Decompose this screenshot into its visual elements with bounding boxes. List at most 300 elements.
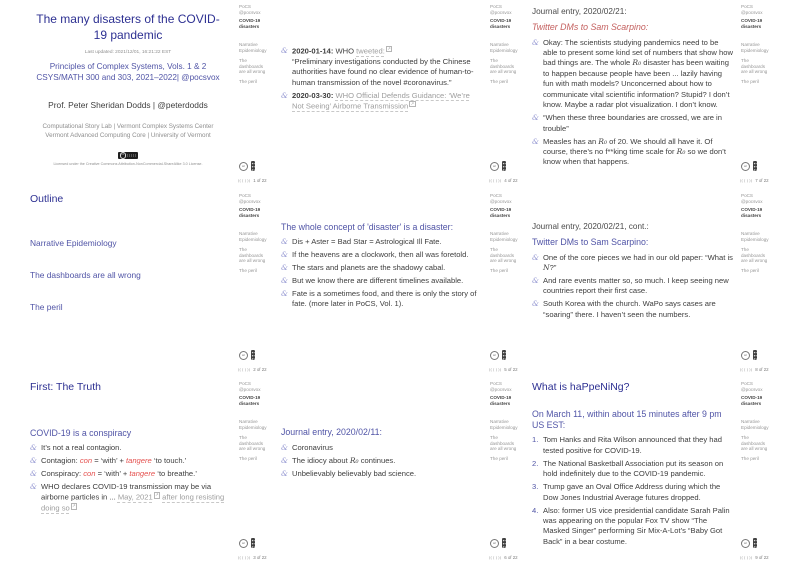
sidebar-nav-item[interactable]: The peril (490, 456, 508, 462)
sidebar-nav-item[interactable]: The dashboards are all wrong (490, 57, 517, 75)
slide-navigation (740, 178, 769, 184)
sidebar-icons (239, 161, 255, 171)
slide-text: = ‘with’ + (95, 469, 130, 479)
nav-next-icon[interactable]: ⟩ (495, 367, 497, 372)
slide-navigation (489, 178, 518, 184)
sidebar-nav-item[interactable]: The peril (741, 268, 759, 274)
nav-next-icon[interactable]: ⟩ (746, 178, 748, 183)
sidebar-header (738, 0, 774, 85)
outline-item[interactable]: Narrative Epidemiology (30, 237, 117, 248)
slide-text: Measles has an (543, 136, 599, 146)
badge-bars (127, 154, 136, 157)
sidebar-header (487, 189, 523, 274)
numbered-item (532, 506, 734, 548)
sidebar-header (236, 189, 272, 274)
sidebar-deck-title (741, 207, 772, 218)
bullet-icon: & (281, 275, 288, 285)
nav-last-icon[interactable]: ⟩⟩ (749, 367, 752, 372)
slide-text: “When these three boundaries are crossed, we are in trouble” (543, 113, 722, 133)
nav-next-icon[interactable]: ⟩ (244, 367, 246, 372)
nav-last-icon[interactable]: ⟩⟩ (498, 555, 501, 560)
latin-term: con (83, 469, 96, 479)
bullet-item (532, 253, 734, 274)
cc-license-icon[interactable]: cc (741, 351, 750, 360)
sidebar-nav-item[interactable]: Narrative Epidemiology (490, 42, 518, 54)
page-indicator: 3 of 22 (253, 554, 267, 560)
slide-text: continues. (358, 456, 396, 466)
pocsvox-handle-link[interactable]: @pocsvox (741, 198, 763, 204)
pocs-brand-label: PoCS (239, 4, 252, 9)
bullet-text (292, 91, 483, 112)
outline-list (30, 238, 232, 312)
bullet-icon: & (532, 276, 539, 286)
sidebar-deck-title (741, 395, 772, 406)
sidebar-deck-title-line: disasters (239, 23, 260, 29)
inline-link[interactable]: tweeted: (356, 46, 385, 56)
sidebar-nav (741, 419, 772, 461)
sidebar-nav-item[interactable]: Narrative Epidemiology (490, 231, 518, 243)
slide-sidebar (487, 189, 523, 377)
nav-last-icon[interactable]: ⟩⟩ (749, 555, 752, 560)
slide-text: And rare events matter so, so much. I keep seeing new countries report their first case. (543, 276, 729, 296)
slide-text: ?” (549, 263, 557, 273)
pocs-brand-label: PoCS (490, 381, 503, 386)
date-label: 2020-03-30: (292, 90, 334, 100)
slide-subheading: Twitter DMs to Sam Scarpino: (532, 237, 649, 248)
latin-term: tangere (129, 469, 156, 479)
bullet-list (532, 253, 734, 321)
pocsvox-handle-link[interactable]: @pocsvox (741, 9, 763, 15)
course-info (22, 61, 234, 83)
bullet-item (281, 46, 483, 88)
sidebar-nav-item[interactable]: The dashboards are all wrong (741, 246, 768, 264)
nav-last-icon[interactable]: ⟩⟩ (749, 178, 752, 183)
bullet-list (532, 38, 734, 168)
sidebar-nav-item[interactable]: The peril (239, 456, 257, 462)
sidebar-deck-title-line: disasters (239, 400, 260, 406)
pocsvox-handle-link[interactable]: @pocsvox (741, 386, 763, 392)
sidebar-nav-item[interactable]: Narrative Epidemiology (741, 42, 769, 54)
sidebar-nav-item[interactable]: The dashboards are all wrong (490, 246, 517, 264)
sidebar-deck-title (741, 18, 772, 29)
domino-icon[interactable] (753, 538, 758, 548)
inline-link[interactable]: WHO Official Defends Guidance: ‘We’re Not Seeing’ Airborne Transmission (292, 90, 470, 111)
sidebar-header (236, 0, 272, 85)
pocs-brand-label: PoCS (741, 193, 754, 198)
bullet-icon: & (532, 252, 539, 262)
bullet-text (41, 482, 232, 514)
sidebar-nav-item[interactable]: The peril (741, 456, 759, 462)
nav-prev-icon[interactable]: ⟨ (242, 555, 244, 560)
slide-content (22, 0, 234, 188)
external-link-icon[interactable]: ↗ (387, 46, 391, 51)
numbered-text (543, 459, 734, 480)
slide-journal-2020-02-21[interactable] (522, 0, 774, 188)
math-symbol: R₀ (676, 146, 686, 156)
sidebar-header (236, 377, 272, 462)
pocs-brand-label: PoCS (239, 193, 252, 198)
page-indicator: 5 of 22 (504, 366, 518, 372)
bullet-item (281, 237, 483, 247)
sidebar-icons (741, 161, 757, 171)
math-symbol: N (543, 263, 550, 273)
cc-license-icon[interactable]: cc (239, 162, 248, 171)
slide-sidebar (236, 0, 272, 188)
nav-first-icon[interactable]: ⟨⟨ (238, 555, 241, 560)
numbered-item (532, 459, 734, 480)
outline-item[interactable]: The dashboards are all wrong (30, 269, 141, 280)
slide-text: disaster has been waiting to happen because people have been ... lazily having fun with math models? Unconcerned about how to communicate vital scientific information? Stupid? I don’t know. Maybe a radar plot visualization. I don’t know. (543, 58, 730, 110)
list-number: 3. (532, 482, 539, 492)
sidebar-nav (490, 231, 521, 273)
sidebar-deck-title (239, 207, 270, 218)
outline-item[interactable]: The peril (30, 301, 63, 312)
numbered-text (543, 482, 734, 503)
nav-next-icon[interactable]: ⟩ (746, 555, 748, 560)
sidebar-nav-item[interactable]: Narrative Epidemiology (741, 231, 769, 243)
nav-first-icon[interactable]: ⟨⟨ (489, 367, 492, 372)
bullet-text (543, 38, 734, 111)
sidebar-deck-title-line: COVID-19 (239, 206, 261, 212)
sidebar-deck-title-line: COVID-19 (239, 394, 261, 400)
pocsvox-handle-link[interactable]: @pocsvox (490, 198, 512, 204)
sidebar-icons (741, 350, 757, 360)
sidebar-deck-title (490, 207, 521, 218)
slide-heading: Journal entry, 2020/02/21, cont.: (532, 222, 649, 231)
numbered-text (543, 435, 734, 456)
nav-first-icon[interactable]: ⟨⟨ (238, 367, 241, 372)
slide-text: The idiocy about (292, 456, 350, 466)
cc-by-nc-sa-badge-icon[interactable] (118, 152, 137, 159)
bullet-item (30, 443, 232, 453)
external-link-icon[interactable]: ↗ (72, 503, 76, 509)
slide-text: Okay: The scientists studying pandemics need to be able to present some kind set of numbers that show how bad things are. The whole (543, 37, 733, 68)
bullet-icon: & (281, 249, 288, 259)
nav-next-icon[interactable]: ⟩ (495, 178, 497, 183)
slide-navigation (238, 555, 267, 561)
bullet-icon: & (281, 236, 288, 246)
page-indicator: 2 of 22 (253, 366, 267, 372)
bullet-item (532, 137, 734, 168)
nav-first-icon[interactable]: ⟨⟨ (740, 367, 743, 372)
sidebar-nav-item[interactable]: The dashboards are all wrong (239, 246, 266, 264)
slide-title: What is haPpeNiNg? (532, 381, 630, 393)
domino-icon[interactable] (251, 538, 256, 548)
sidebar-deck-title-line: disasters (741, 400, 762, 406)
bullet-text (41, 443, 122, 453)
sidebar-nav-item[interactable]: The peril (741, 79, 759, 85)
page-indicator: 9 of 22 (755, 554, 769, 560)
sidebar-icons (239, 538, 255, 548)
slide-text: Also: former US vice presidential candidate Sarah Palin was appearing on the popular Fox TV show “The Masked Singer” performing Sir Mix-A-Lot’s “Baby Got Back” in a bear costume. (543, 505, 730, 546)
license-badge-row (22, 152, 234, 159)
math-symbol: R₀ (349, 456, 359, 466)
slide-disaster-concept[interactable] (271, 189, 523, 377)
slide-text: If the heavens are a clockwork, then all was foretold. (292, 249, 469, 259)
domino-icon[interactable] (502, 538, 507, 548)
bullet-text (543, 137, 734, 168)
slide-sidebar (236, 377, 272, 565)
list-number: 1. (532, 435, 539, 445)
sidebar-nav-item[interactable]: The peril (490, 268, 508, 274)
sidebar-nav-item[interactable]: Narrative Epidemiology (239, 42, 267, 54)
slide-who-statements[interactable] (271, 0, 523, 188)
nav-prev-icon[interactable]: ⟨ (242, 178, 244, 183)
slide-content (281, 0, 483, 188)
pocsvox-handle-link[interactable]: @pocsvox (239, 386, 261, 392)
pocs-brand-label: PoCS (741, 381, 754, 386)
nav-last-icon[interactable]: ⟩⟩ (247, 178, 250, 183)
slide-navigation (489, 367, 518, 373)
list-number: 4. (532, 505, 539, 515)
nav-prev-icon[interactable]: ⟨ (744, 178, 746, 183)
bullet-text (292, 469, 416, 479)
slide-text: “Preliminary investigations conducted by the Chinese authorities have found no clear evidence of human-to-human transmission of the novel #coronavirus.” (292, 56, 474, 87)
nav-first-icon[interactable]: ⟨⟨ (740, 555, 743, 560)
slide-content (532, 377, 734, 565)
external-link-icon[interactable]: ↗ (155, 492, 159, 498)
bullet-text (292, 443, 333, 453)
sidebar-icons (741, 538, 757, 548)
slide-subheading: Journal entry, 2020/02/11: (281, 427, 382, 437)
nav-first-icon[interactable]: ⟨⟨ (740, 178, 743, 183)
nav-last-icon[interactable]: ⟩⟩ (498, 178, 501, 183)
slide-content (532, 189, 734, 377)
pocsvox-handle-link[interactable]: @pocsvox (490, 9, 512, 15)
nav-first-icon[interactable]: ⟨⟨ (489, 555, 492, 560)
nav-last-icon[interactable]: ⟩⟩ (498, 367, 501, 372)
sidebar-deck-title-line: disasters (490, 212, 511, 218)
slide-text: Unbelievably believably bad science. (292, 469, 417, 479)
bullet-icon: & (281, 262, 288, 272)
cc-license-icon[interactable]: cc (490, 351, 499, 360)
cc-license-icon[interactable]: cc (239, 539, 248, 548)
bullet-list (281, 443, 483, 479)
sidebar-deck-title (490, 395, 521, 406)
slide-outline[interactable] (20, 189, 272, 377)
slide-subheading: Twitter DMs to Sam Scarpino: (532, 22, 649, 33)
slide-navigation (238, 178, 267, 184)
numbered-item (532, 435, 734, 456)
sidebar-nav (239, 419, 270, 461)
nav-first-icon[interactable]: ⟨⟨ (489, 178, 492, 183)
bullet-item (532, 38, 734, 111)
sidebar-nav-item[interactable]: The peril (239, 268, 257, 274)
sidebar-nav-item[interactable]: The dashboards are all wrong (239, 57, 266, 75)
slide-journal-2020-02-11[interactable] (271, 377, 523, 565)
slide-title-page[interactable] (20, 0, 272, 188)
sidebar-nav-item[interactable]: The dashboards are all wrong (239, 434, 266, 452)
sidebar-nav (239, 42, 270, 84)
sidebar-icons (239, 350, 255, 360)
bullet-text (543, 253, 734, 274)
pocs-brand-label: PoCS (239, 381, 252, 386)
slide-text: It’s not a real contagion. (41, 443, 122, 453)
slide-content (30, 377, 232, 565)
slide-first-the-truth[interactable] (20, 377, 272, 565)
bullet-text (41, 469, 197, 479)
nav-next-icon[interactable]: ⟩ (746, 367, 748, 372)
numbered-item (532, 482, 734, 503)
sidebar-nav (490, 419, 521, 461)
slide-text: But we know there are different timelines available. (292, 275, 464, 285)
course-line: Principles of Complex Systems, Vols. 1 & 2 (49, 62, 207, 72)
cc-license-icon[interactable]: cc (490, 162, 499, 171)
cc-license-icon[interactable]: cc (741, 162, 750, 171)
bullet-item (281, 469, 483, 479)
external-link-icon[interactable]: ↗ (410, 101, 415, 107)
nav-prev-icon[interactable]: ⟨ (493, 178, 495, 183)
last-updated-text: Last updated: 2021/12/01, 16:21:22 EST (84, 50, 172, 56)
slide-sidebar (738, 0, 774, 188)
cc-license-icon[interactable]: cc (490, 539, 499, 548)
domino-icon[interactable] (753, 350, 758, 360)
sidebar-deck-title-line: COVID-19 (239, 17, 261, 23)
nav-prev-icon[interactable]: ⟨ (744, 367, 746, 372)
slide-text: Coronavirus (292, 443, 333, 453)
bullet-item (281, 276, 483, 286)
list-number: 2. (532, 458, 539, 468)
slide-text: WHO declares COVID-19 transmission may be via airborne particles in ... (41, 482, 212, 502)
sidebar-deck-title-line: disasters (490, 23, 511, 29)
bullet-text (543, 299, 734, 320)
sidebar-icons (490, 538, 506, 548)
domino-icon[interactable] (251, 161, 256, 171)
bullet-item (532, 299, 734, 320)
bullet-item (281, 456, 483, 466)
slide-navigation (489, 555, 518, 561)
nav-last-icon[interactable]: ⟩⟩ (247, 555, 250, 560)
nav-next-icon[interactable]: ⟩ (244, 178, 246, 183)
pocsvox-handle-link[interactable]: @pocsvox (490, 386, 512, 392)
sidebar-deck-title-line: COVID-19 (490, 394, 512, 400)
sidebar-nav (741, 231, 772, 273)
date-label: 2020-01-14: (292, 46, 334, 56)
bullet-list (30, 443, 232, 514)
numbered-list (532, 435, 734, 547)
sidebar-nav (490, 42, 521, 84)
sidebar-nav-item[interactable]: The peril (490, 79, 508, 85)
cc-circle-icon: cc (120, 152, 126, 158)
nav-prev-icon[interactable]: ⟨ (493, 555, 495, 560)
math-symbol: R₀ (632, 58, 642, 68)
math-symbol: R₀ (598, 136, 608, 146)
bullet-text (292, 46, 483, 88)
slide-navigation (740, 367, 769, 373)
sidebar-nav-item[interactable]: Narrative Epidemiology (741, 419, 769, 431)
domino-icon[interactable] (502, 161, 507, 171)
slide-journal-2020-02-21-cont[interactable] (522, 189, 774, 377)
cc-license-icon[interactable]: cc (239, 351, 248, 360)
slide-sidebar (487, 377, 523, 565)
bullet-item (30, 482, 232, 514)
domino-icon[interactable] (502, 350, 507, 360)
slide-content (281, 189, 483, 377)
bullet-icon: & (281, 90, 288, 100)
domino-icon[interactable] (753, 161, 758, 171)
bullet-icon: & (281, 456, 288, 466)
bullet-icon: & (281, 469, 288, 479)
slide-sidebar (738, 189, 774, 377)
sidebar-deck-title-line: COVID-19 (741, 17, 763, 23)
sidebar-nav-item[interactable]: Narrative Epidemiology (490, 419, 518, 431)
bullet-text (292, 276, 463, 286)
bullet-icon: & (532, 299, 539, 309)
affiliation-line: Vermont Advanced Computing Core | University of Vermont (45, 132, 211, 140)
bullet-list (281, 46, 483, 112)
page-indicator: 6 of 22 (504, 554, 518, 560)
sidebar-nav-item[interactable]: Narrative Epidemiology (239, 231, 267, 243)
bullet-icon: & (281, 46, 288, 55)
slide-heading: Journal entry, 2020/02/21: (532, 7, 627, 16)
sidebar-deck-title-line: COVID-19 (490, 206, 512, 212)
page-indicator: 8 of 22 (755, 366, 769, 372)
slide-text: The stars and planets are the shadowy cabal. (292, 262, 446, 272)
slide-text: Trump gave an Oval Office Address during which the Dow Jones Industrial Average futures dropped. (543, 482, 721, 502)
sidebar-deck-title-line: disasters (239, 212, 260, 218)
bullet-item (532, 113, 734, 134)
nav-first-icon[interactable]: ⟨⟨ (238, 178, 241, 183)
sidebar-nav-item[interactable]: The dashboards are all wrong (741, 57, 768, 75)
sidebar-deck-title-line: disasters (490, 400, 511, 406)
pocsvox-handle-link[interactable]: @pocsvox (239, 198, 261, 204)
slide-sidebar (738, 377, 774, 565)
slide-text: Contagion: (41, 456, 80, 466)
slide-subheading: On March 11, within about 15 minutes after 9 pm US EST: (532, 408, 722, 431)
slide-text: Fate is a sometimes food, and there is only the story of fate. (more later in PoCS, Vol. 1). (292, 288, 477, 308)
nav-next-icon[interactable]: ⟩ (495, 555, 497, 560)
bullet-item (281, 250, 483, 260)
nav-last-icon[interactable]: ⟩⟩ (247, 367, 250, 372)
affiliation-line: Computational Story Lab | Vermont Complex Systems Center (42, 123, 214, 131)
bullet-icon: & (532, 113, 539, 123)
sidebar-header (487, 0, 523, 85)
inline-link[interactable]: May, 2021 (117, 492, 153, 502)
bullet-item (281, 91, 483, 112)
affiliation (22, 123, 234, 141)
domino-icon[interactable] (251, 350, 256, 360)
sidebar-deck-title-line: COVID-19 (490, 17, 512, 23)
sidebar-nav (239, 231, 270, 273)
bullet-text (292, 263, 445, 273)
page-indicator: 7 of 22 (755, 177, 769, 183)
slide-what-is-happening[interactable] (522, 377, 774, 565)
nav-next-icon[interactable]: ⟩ (244, 555, 246, 560)
deck-main-title: The many disasters of the COVID-19 pandemic (36, 12, 220, 42)
sidebar-nav-item[interactable]: The dashboards are all wrong (741, 434, 768, 452)
numbered-text (543, 506, 734, 548)
sidebar-deck-title (239, 18, 270, 29)
nav-prev-icon[interactable]: ⟨ (493, 367, 495, 372)
slide-navigation (238, 367, 267, 373)
pocsvox-handle-link[interactable]: @pocsvox (239, 9, 261, 15)
bullet-icon: & (532, 37, 539, 47)
sidebar-deck-title-line: disasters (741, 212, 762, 218)
bullet-item (30, 456, 232, 466)
sidebar-nav-item[interactable]: The peril (239, 79, 257, 85)
nav-prev-icon[interactable]: ⟨ (744, 555, 746, 560)
slide-content (281, 377, 483, 565)
license-text: Licensed under the Creative Commons Attribution-NonCommercial-ShareAlike 3.0 License. (53, 161, 203, 166)
sidebar-nav-item[interactable]: Narrative Epidemiology (239, 419, 267, 431)
sidebar-nav-item[interactable]: The dashboards are all wrong (490, 434, 517, 452)
nav-prev-icon[interactable]: ⟨ (242, 367, 244, 372)
slide-text: = ‘with’ + (92, 456, 126, 466)
cc-license-icon[interactable]: cc (741, 539, 750, 548)
inline-link[interactable]: after long resisting doing so (41, 492, 225, 513)
sidebar-header (738, 377, 774, 462)
slide-sidebar (236, 189, 272, 377)
